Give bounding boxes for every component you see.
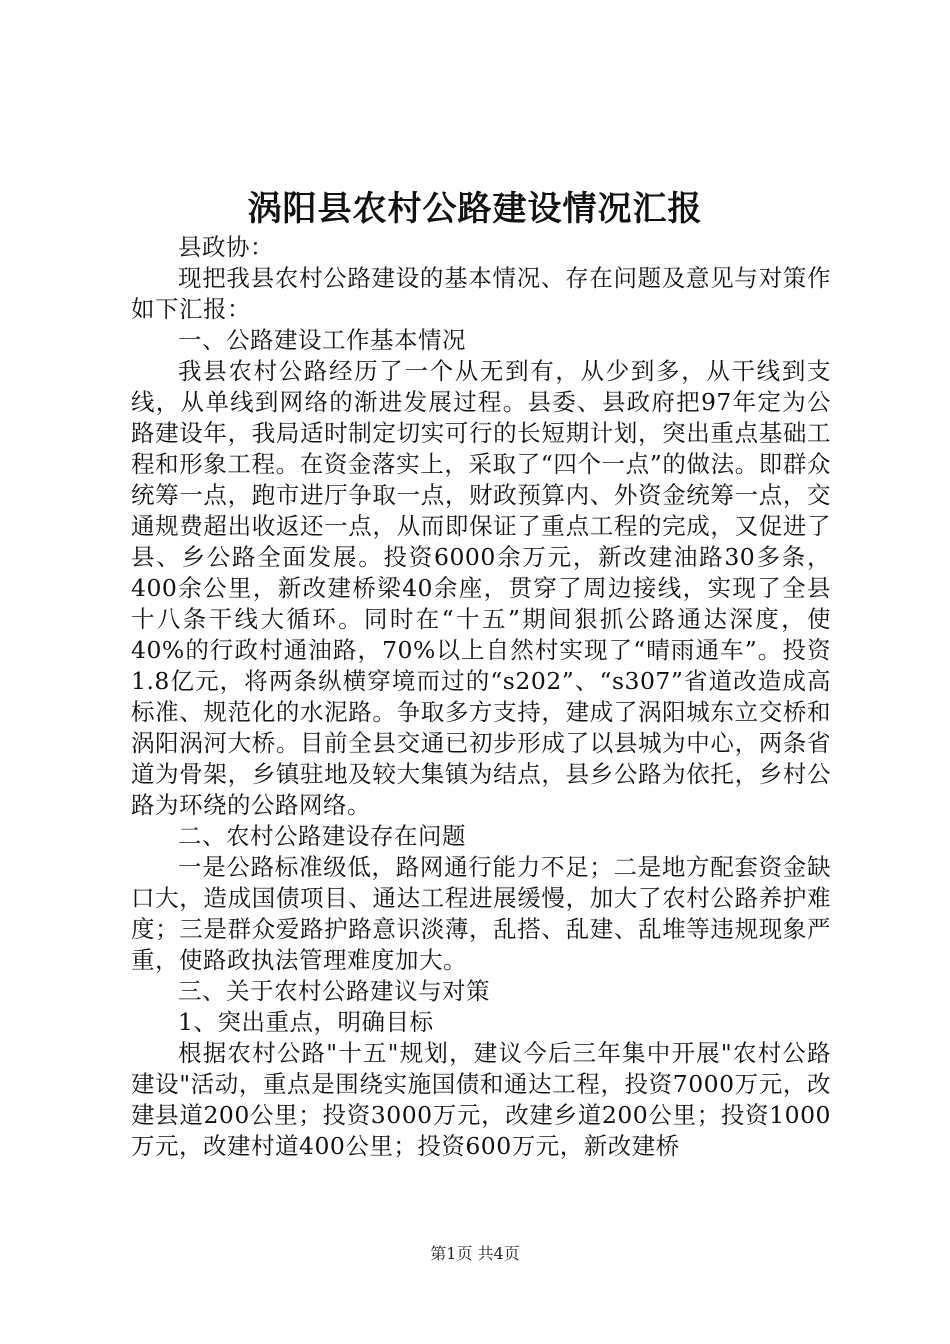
page-footer: 第1页 共4页 — [430, 1244, 520, 1263]
subsection-heading: 1、突出重点，明确目标 — [178, 1008, 434, 1036]
salutation: 县政协： — [178, 233, 274, 261]
section-heading-1: 一、公路建设工作基本情况 — [178, 326, 466, 354]
intro-paragraph: 现把我县农村公路建设的基本情况、存在问题及意见与对策作如下汇报： — [131, 264, 831, 323]
section-heading-3: 三、关于农村公路建议与对策 — [178, 977, 490, 1005]
body-paragraph: 一是公路标准级低，路网通行能力不足；二是地方配套资金缺口大，造成国债项目、通达工程进展缓慢，加大了农村公路养护难度；三是群众爱路护路意识淡薄，乱搭、乱建、乱堆等违规现象严重，使路政执法管理难度加大。 — [131, 853, 831, 974]
document-body — [131, 232, 831, 1162]
body-paragraph: 我县农村公路经历了一个从无到有，从少到多，从干线到支线，从单线到网络的渐进发展过程。县委、县政府把97年定为公路建设年，我局适时制定切实可行的长短期计划，突出重点基础工程和形象工程。在资金落实上，采取了“四个一点”的做法。即群众统筹一点，跑市进厅争取一点，财政预算内、外资金统筹一点，交通规费超出收返还一点，从而即保证了重点工程的完成，又促进了县、乡公路全面发展。投资6000余万元，新改建油路30多条，400余公里，新改建桥梁40余座，贯穿了周边接线，实现了全县十八条干线大循环。同时在“十五”期间狠抓公路通达深度，使40%的行政村通油路，70%以上自然村实现了“晴雨通车”。投资1.8亿元，将两条纵横穿境而过的“s202”、“s307”省道改造成高标准、规范化的水泥路。争取多方支持，建成了涡阳城东立交桥和涡阳涡河大桥。目前全县交通已初步形成了以县城为中心，两条省道为骨架，乡镇驻地及较大集镇为结点，县乡公路为依托，乡村公路为环绕的公路网络。 — [131, 357, 831, 819]
section-heading-2: 二、农村公路建设存在问题 — [178, 822, 466, 850]
body-paragraph: 根据农村公路"十五"规划，建议今后三年集中开展"农村公路建设"活动，重点是围绕实施国债和通达工程，投资7000万元，改建县道200公里；投资3000万元，改建乡道200公里；投资1000万元，改建村道400公里；投资600万元，新改建桥 — [131, 1039, 831, 1160]
document-title: 涡阳县农村公路建设情况汇报 — [247, 189, 703, 229]
